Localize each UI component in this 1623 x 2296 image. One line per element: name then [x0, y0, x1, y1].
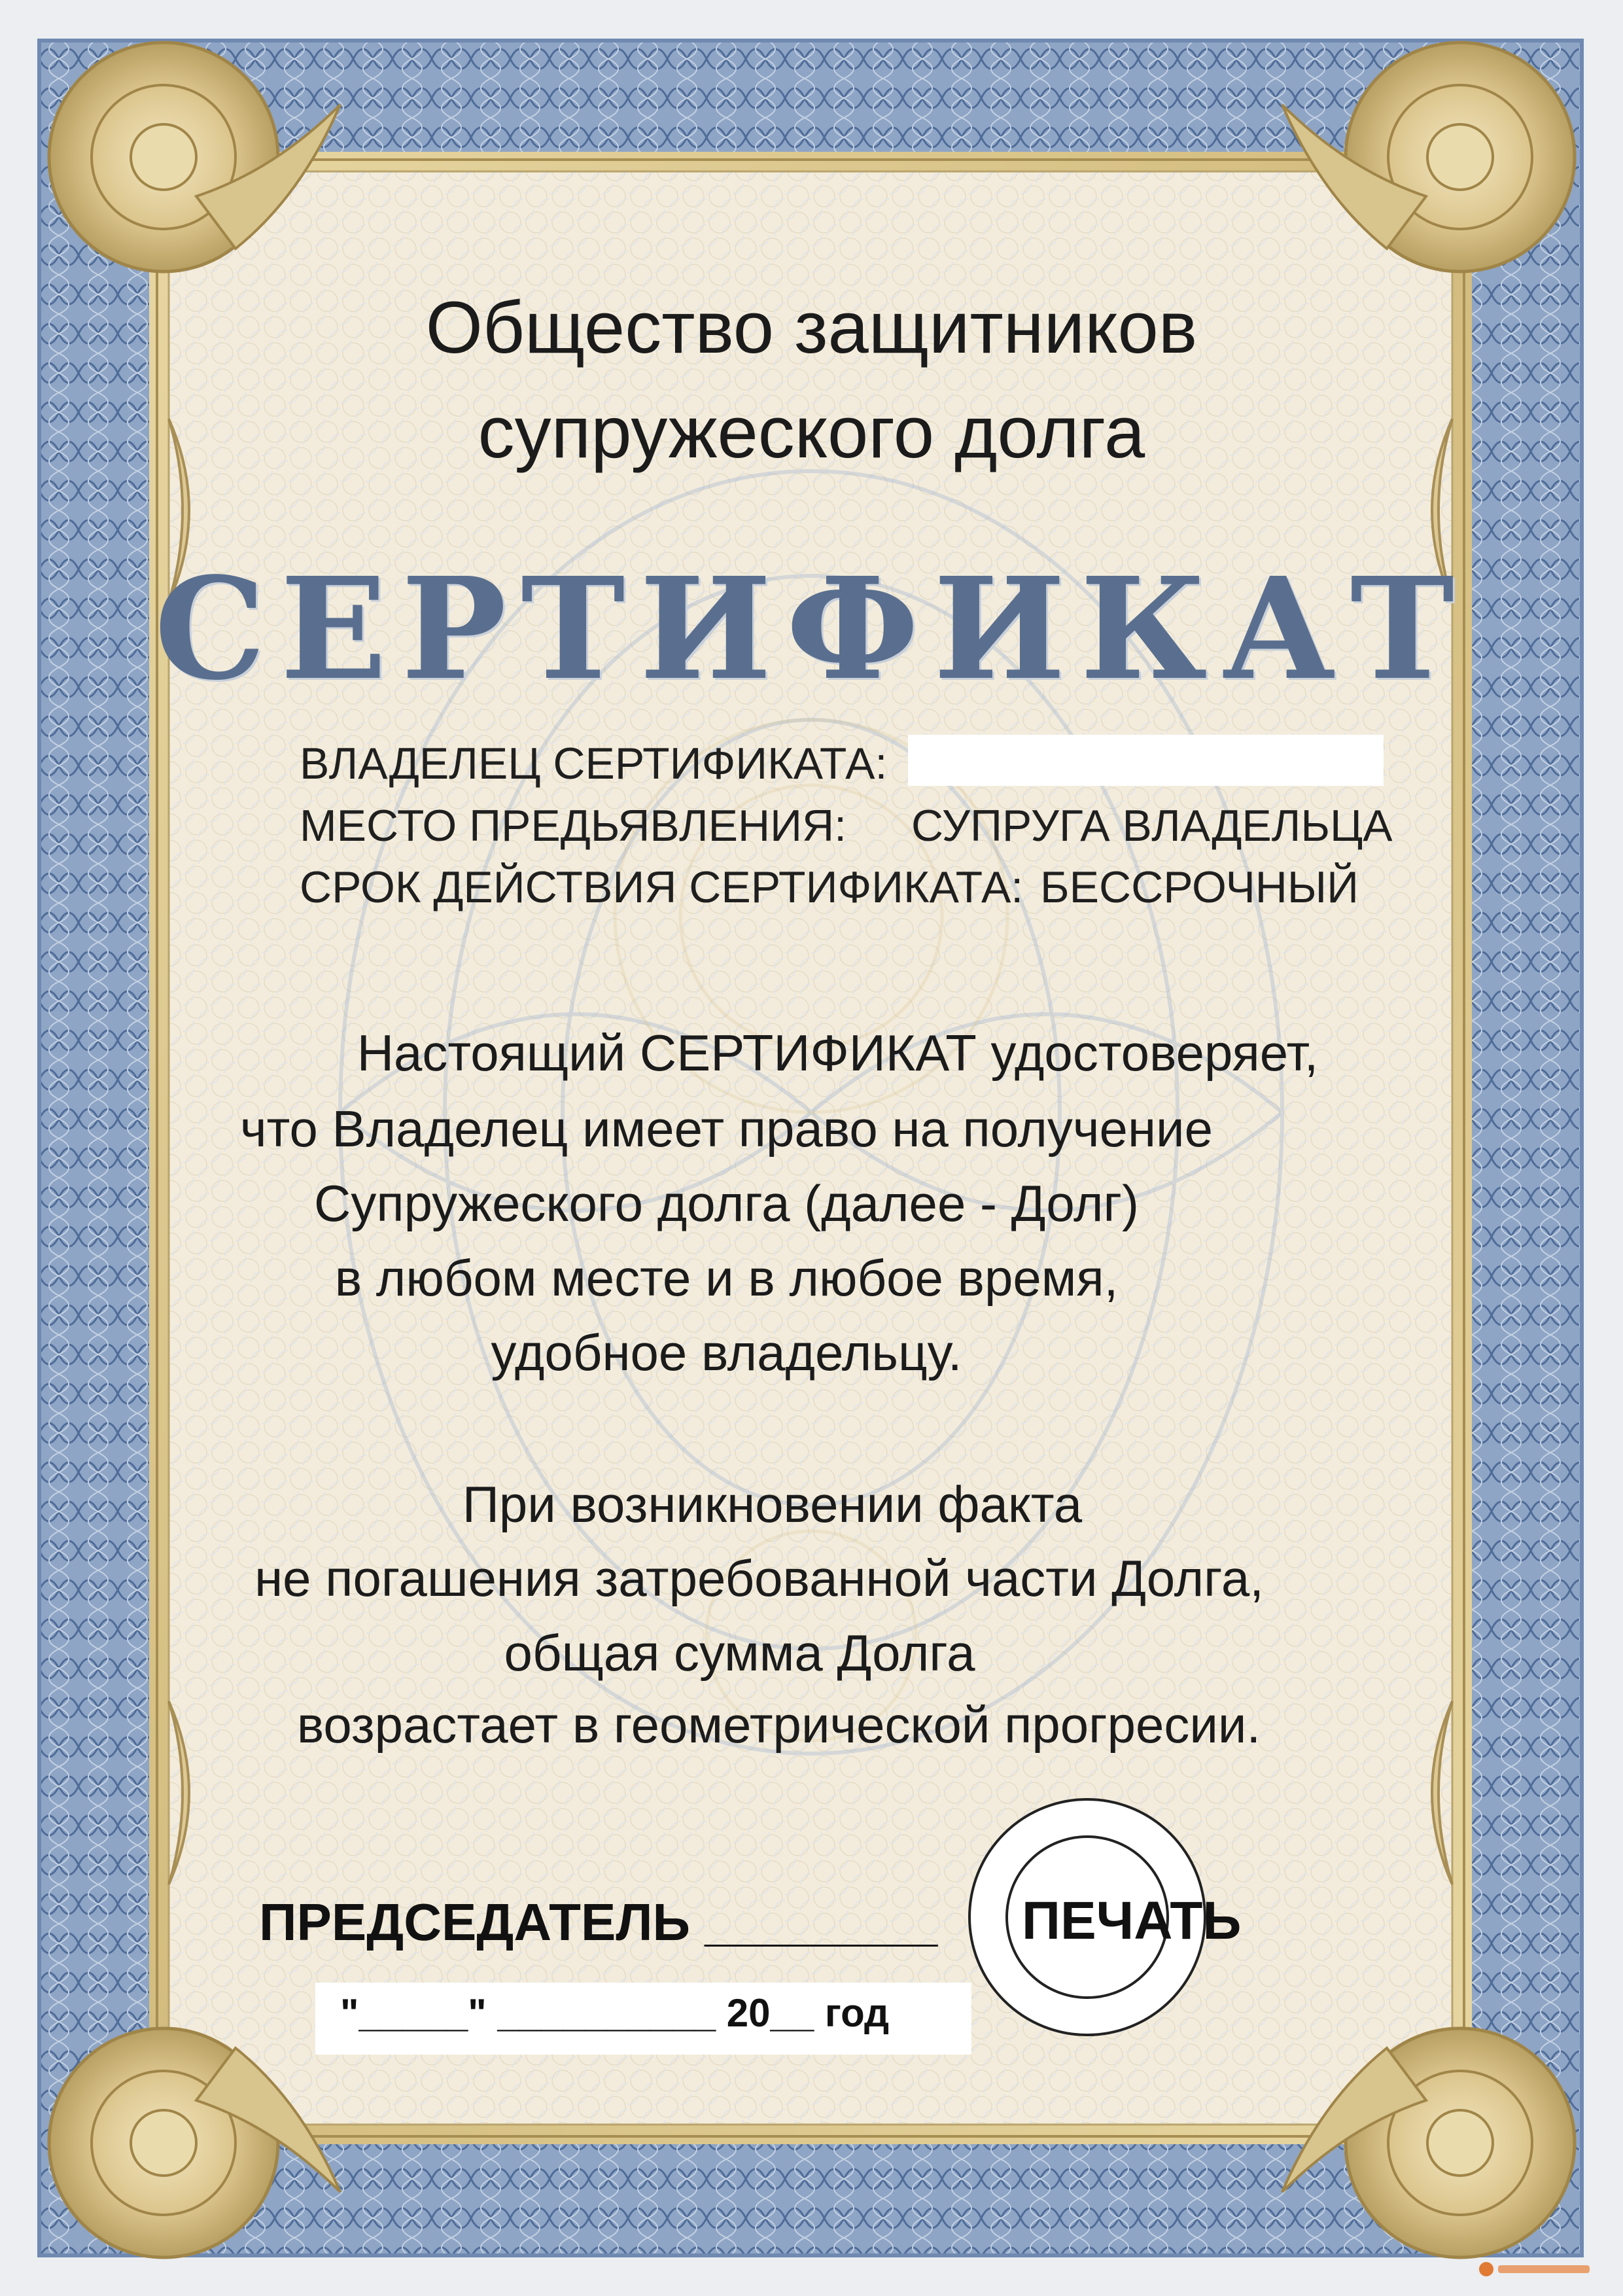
certificate-title: СЕРТИФИКАТ	[154, 547, 1469, 711]
paragraph-2-line-4: возрастает в геометрической прогресии.	[296, 1696, 1261, 1754]
organization-name-line-2: супружеского долга	[478, 391, 1145, 473]
paragraph-2-line-1: При возникновении факта	[462, 1475, 1083, 1533]
place-label: МЕСТО ПРЕДЬЯВЛЕНИЯ:	[300, 801, 846, 851]
owner-label: ВЛАДЕЛЕЦ СЕРТИФИКАТА:	[300, 739, 888, 788]
term-label: СРОК ДЕЙСТВИЯ СЕРТИФИКАТА:	[300, 862, 1024, 912]
stamp-label: ПЕЧАТЬ	[1022, 1891, 1242, 1951]
paragraph-1-line-2: что Владелец имеет право на получение	[240, 1100, 1213, 1157]
place-value: СУПРУГА ВЛАДЕЛЬЦА	[911, 801, 1393, 851]
paragraph-1-line-4: в любом месте и в любое время,	[334, 1249, 1119, 1307]
date-line: "_____" __________ 20__ год	[340, 1991, 890, 2035]
owner-field[interactable]	[908, 735, 1384, 786]
paragraph-2-line-2: не погашения затребованной части Долга,	[254, 1549, 1264, 1607]
paragraph-1-line-3: Супружеского долга (далее - Долг)	[314, 1174, 1139, 1232]
organization-name-line-1: Общество защитников	[425, 287, 1198, 368]
watermark-logo-icon	[1477, 2259, 1595, 2279]
paragraph-1-line-5: удобное владельцу.	[491, 1324, 962, 1381]
paragraph-1-line-1: Настоящий СЕРТИФИКАТ удостоверяет,	[357, 1024, 1319, 1082]
chairman-signature-line: ПРЕДСЕДАТЕЛЬ ________	[259, 1893, 938, 1951]
term-value: БЕССРОЧНЫЙ	[1040, 862, 1359, 912]
paragraph-2-line-3: общая сумма Долга	[504, 1624, 975, 1682]
